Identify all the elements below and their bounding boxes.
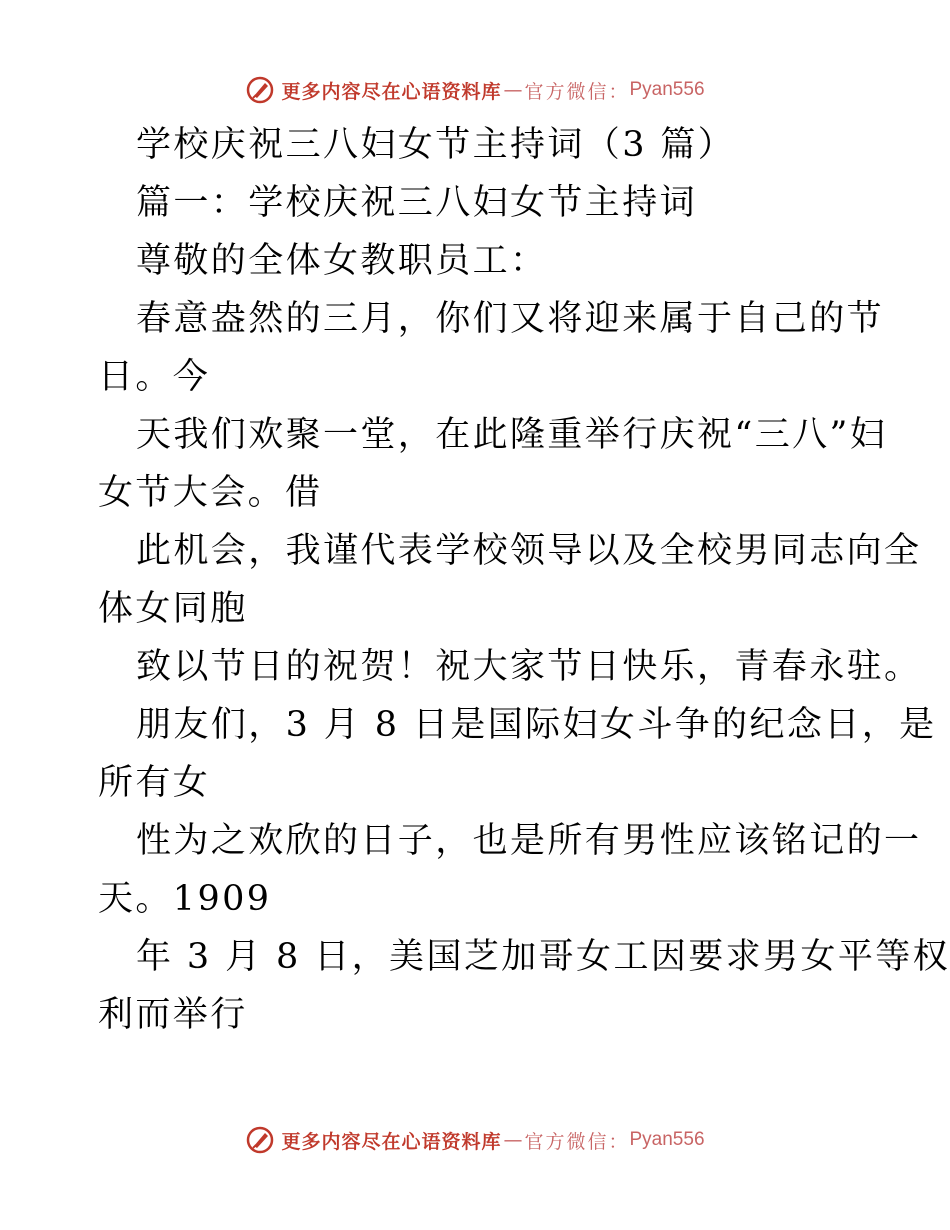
watermark-wechat-id: Pyan556 — [629, 79, 705, 100]
section-heading: 篇一：学校庆祝三八妇女节主持词 — [136, 183, 698, 223]
paragraph-line: 年 3 月 8 日，美国芝加哥女工因要求男女平等权 — [136, 937, 950, 977]
paragraph-line: 春意盎然的三月，你们又将迎来属于自己的节 — [136, 299, 885, 339]
watermark-label: 官方微信： — [524, 80, 630, 103]
watermark-dash: — — [503, 79, 523, 101]
watermark-label: 官方微信： — [524, 1130, 630, 1153]
watermark-dash: — — [503, 1129, 523, 1151]
footer-watermark — [0, 1120, 950, 1160]
paragraph-line: 利而举行 — [98, 995, 248, 1035]
paragraph-line: 此机会，我谨代表学校领导以及全校男同志向全 — [136, 531, 922, 571]
paragraph-line: 致以节日的祝贺！祝大家节日快乐，青春永驻。 — [136, 647, 922, 687]
paragraph-line: 体女同胞 — [98, 589, 248, 629]
quill-pen-logo-icon — [245, 75, 275, 105]
quill-pen-logo-icon — [245, 1125, 275, 1155]
paragraph-line: 天我们欢聚一堂，在此隆重举行庆祝“三八”妇 — [136, 415, 888, 455]
paragraph-line: 朋友们，3 月 8 日是国际妇女斗争的纪念日，是 — [136, 705, 937, 745]
watermark-brand: 更多内容尽在心语资料库 — [281, 1130, 502, 1153]
header-watermark — [0, 70, 950, 110]
paragraph-line: 天。1909 — [98, 879, 272, 919]
paragraph-line: 日。今 — [98, 357, 211, 397]
document-title: 学校庆祝三八妇女节主持词（3 篇） — [136, 125, 736, 165]
watermark-brand: 更多内容尽在心语资料库 — [281, 80, 502, 103]
salutation: 尊敬的全体女教职员工： — [136, 241, 548, 281]
paragraph-line: 女节大会。借 — [98, 473, 323, 513]
paragraph-line: 所有女 — [98, 763, 211, 803]
paragraph-line: 性为之欢欣的日子，也是所有男性应该铭记的一 — [136, 821, 922, 861]
watermark-wechat-id: Pyan556 — [629, 1129, 705, 1150]
